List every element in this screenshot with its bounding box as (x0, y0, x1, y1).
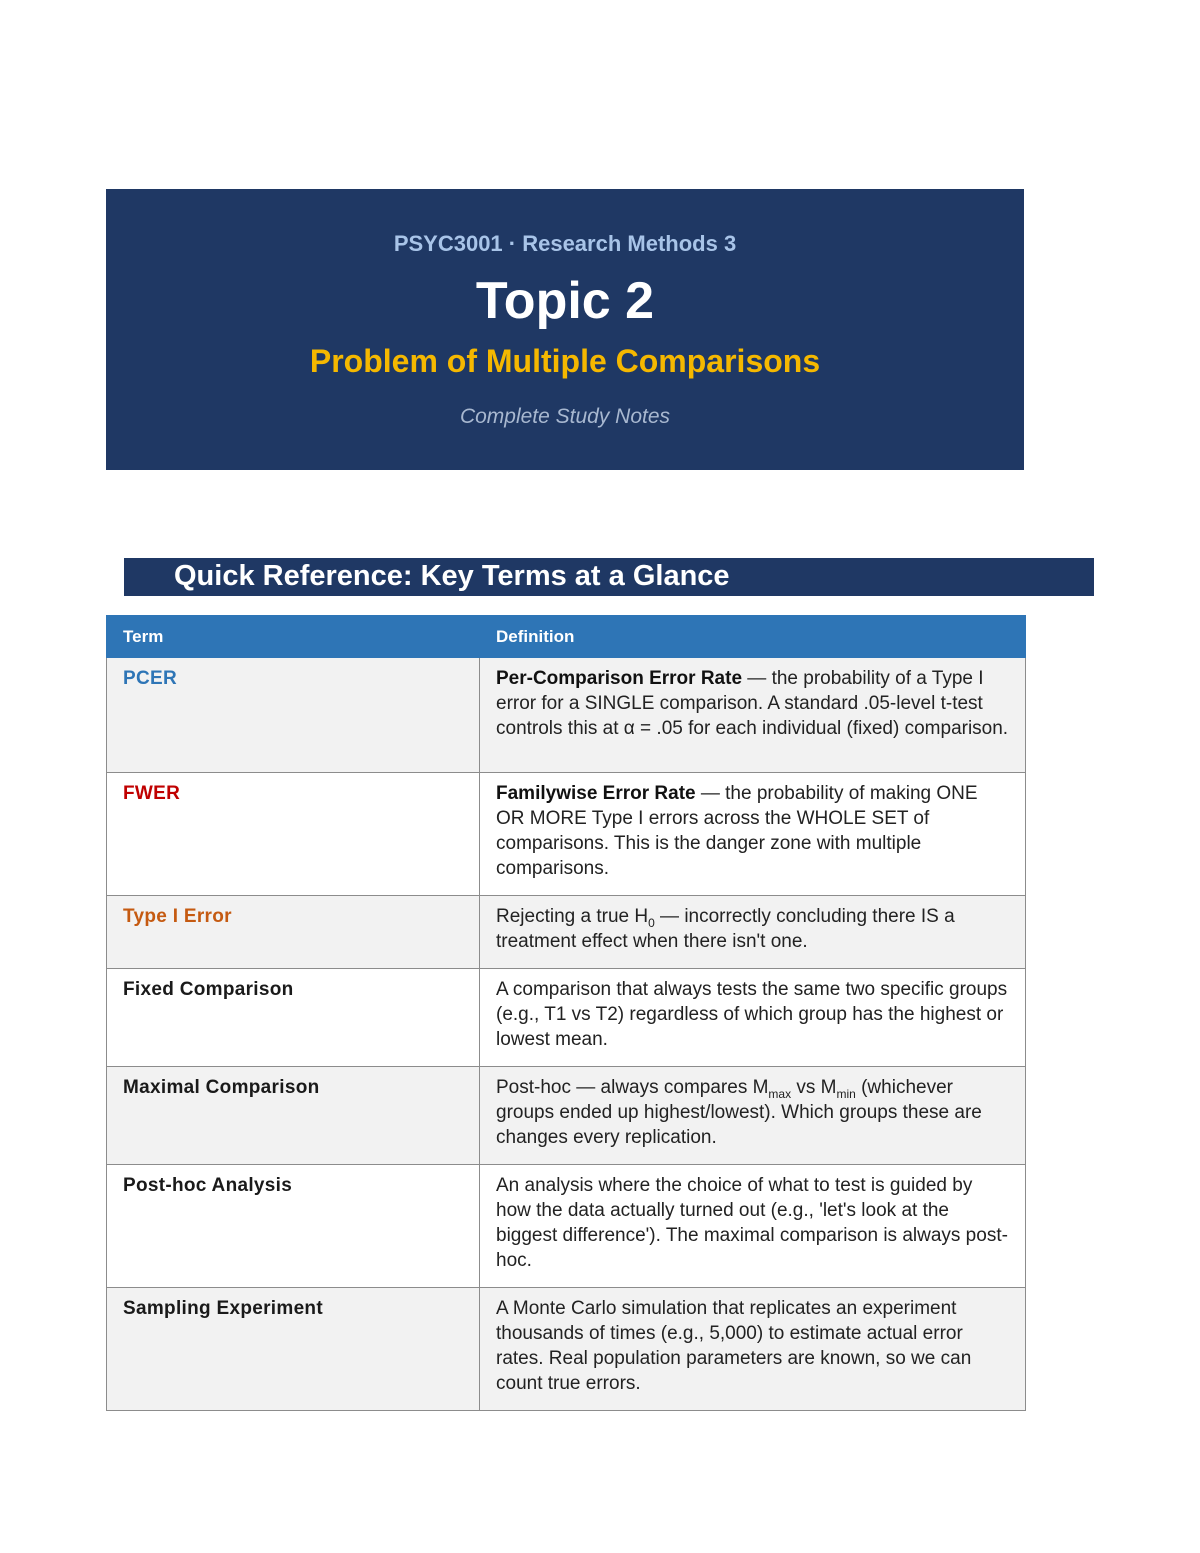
notes-label: Complete Study Notes (459, 405, 671, 428)
definition-text: — incorrectly concluding there IS a treatment effect when there isn't one. (496, 906, 955, 952)
table-row (107, 969, 1026, 1067)
definition-text: — the probability of making ONE OR MORE Type I errors across the WHOLE SET of comparisons. This is the danger zone with multiple comparisons. (496, 783, 978, 879)
definition-cell (480, 896, 1026, 969)
table-row (107, 658, 1026, 773)
definition-cell (480, 773, 1026, 896)
term-cell: Fixed Comparison (107, 969, 480, 1067)
term-cell: PCER (107, 658, 480, 773)
table-row (107, 1067, 1026, 1165)
header-definition: Definition (480, 616, 1026, 658)
definition-text: Post-hoc — always compares M (496, 1077, 769, 1098)
subscript: min (836, 1086, 856, 1101)
section-heading (124, 558, 1094, 596)
definition-cell: A Monte Carlo simulation that replicates an experiment thousands of times (e.g., 5,000) to estimate actual error rates. Real population parameters are known, so we can count true errors. (480, 1288, 1026, 1411)
header-term: Term (107, 616, 480, 658)
table-row (107, 1288, 1026, 1411)
subscript: 0 (648, 915, 655, 930)
title-banner (106, 189, 1024, 470)
topic-title: Topic 2 (475, 272, 655, 330)
definition-cell: A comparison that always tests the same two specific groups (e.g., T1 vs T2) regardless of which group has the highest or lowest mean. (480, 969, 1026, 1067)
course-label: PSYC3001 · Research Methods 3 (393, 231, 737, 256)
subscript: max (768, 1086, 792, 1101)
definition-bold: Familywise Error Rate (496, 783, 696, 804)
table-row (107, 896, 1026, 969)
term-cell: Post-hoc Analysis (107, 1165, 480, 1288)
term-cell: Maximal Comparison (107, 1067, 480, 1165)
definition-text: (whichever groups ended up highest/lowest). Which groups these are changes every replication. (496, 1077, 982, 1148)
topic-subtitle: Problem of Multiple Comparisons (309, 343, 821, 379)
table-row (107, 773, 1026, 896)
definition-cell: An analysis where the choice of what to test is guided by how the data actually turned out (e.g., 'let's look at the biggest difference'). The maximal comparison is always post-hoc. (480, 1165, 1026, 1288)
definition-bold: Per-Comparison Error Rate (496, 668, 743, 689)
term-cell: FWER (107, 773, 480, 896)
definition-cell (480, 658, 1026, 773)
term-cell: Type I Error (107, 896, 480, 969)
definition-text: Rejecting a true H (496, 906, 649, 927)
definition-text: vs M (791, 1077, 837, 1098)
term-cell: Sampling Experiment (107, 1288, 480, 1411)
table-row (107, 1165, 1026, 1288)
definition-cell (480, 1067, 1026, 1165)
section-heading-text: Quick Reference: Key Terms at a Glance (174, 560, 730, 592)
key-terms-table (106, 615, 1026, 1411)
definition-text: — the probability of a Type I error for a SINGLE comparison. A standard .05-level t-test controls this at α = .05 for each individual (fixed) comparison. (496, 668, 1009, 739)
table-header-row (107, 616, 1026, 658)
